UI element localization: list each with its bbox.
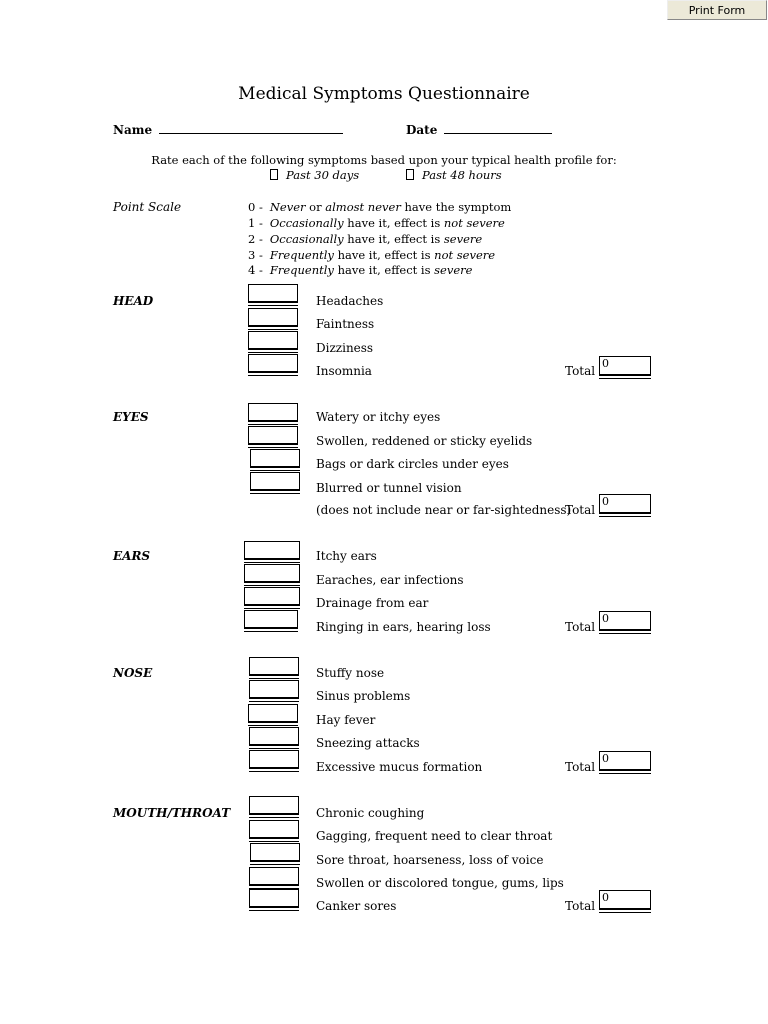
print-form-button[interactable]: Print Form [667,0,767,20]
scale-frequency: Occasionally [269,232,344,246]
name-field[interactable] [159,121,343,134]
rating-box[interactable] [250,449,300,468]
rating-box[interactable] [249,867,299,886]
period-label-48: Past 48 hours [422,168,502,182]
point-scale-row [248,200,511,214]
symptom-label: Sneezing attacks [316,736,420,750]
symptom-label: Swollen or discolored tongue, gums, lips [316,876,564,890]
symptom-label: Insomnia [316,364,372,378]
checkbox-icon[interactable] [406,169,414,180]
rating-box[interactable] [249,657,299,676]
point-scale-row [248,216,505,230]
symptom-label: Sinus problems [316,689,411,703]
date-row [406,121,552,137]
date-label: Date [406,123,438,137]
period-label-30: Past 30 days [286,168,360,182]
section-nose-title: NOSE [113,666,153,680]
page-title: Medical Symptoms Questionnaire [238,84,530,104]
scale-text: have it, effect is [343,232,444,246]
scale-emphasis: not severe [443,216,505,230]
rating-box[interactable] [244,587,300,606]
symptom-label: Chronic coughing [316,806,425,820]
ears-total-field[interactable]: 0 [599,611,651,631]
symptom-label: Stuffy nose [316,666,385,680]
total-label: Total [565,760,596,774]
head-total-field[interactable]: 0 [599,356,651,376]
instruction-text: Rate each of the following symptoms based upon your typical health profile for: [151,153,617,167]
point-scale-row [248,232,482,246]
symptom-label: Watery or itchy eyes [316,410,441,424]
symptom-label: Headaches [316,294,384,308]
rating-box[interactable] [244,564,300,583]
symptom-label: Canker sores [316,899,397,913]
rating-box[interactable] [250,472,300,491]
name-row [113,121,343,137]
symptom-label: Sore throat, hoarseness, loss of voice [316,853,544,867]
rating-box[interactable] [248,308,298,327]
total-label: Total [565,620,596,634]
scale-number: 2 - [248,232,263,246]
rating-box[interactable] [248,403,298,422]
eyes-total-field[interactable]: 0 [599,494,651,514]
symptom-label: Swollen, reddened or sticky eyelids [316,434,533,448]
scale-frequency: Never [269,200,306,214]
rating-box[interactable] [248,704,298,723]
date-field[interactable] [444,121,552,134]
rating-box[interactable] [248,426,298,445]
scale-number: 0 - [248,200,263,214]
section-head-title: HEAD [113,294,154,308]
symptom-label: Drainage from ear [316,596,429,610]
rating-box[interactable] [249,820,299,839]
rating-box[interactable] [249,727,299,746]
scale-number: 4 - [248,263,263,277]
rating-box[interactable] [248,331,298,350]
section-ears-title: EARS [113,549,151,563]
mouth-total-field[interactable]: 0 [599,890,651,910]
scale-frequency: Frequently [269,263,334,277]
symptom-label: Earaches, ear infections [316,573,464,587]
scale-number: 1 - [248,216,263,230]
symptom-note: (does not include near or far-sightedness) [316,503,572,517]
scale-text: have it, effect is [333,263,435,277]
point-scale-label: Point Scale [113,200,182,214]
scale-number: 3 - [248,248,263,262]
checkbox-icon[interactable] [270,169,278,180]
period-option-30[interactable] [270,168,359,182]
symptom-label: Excessive mucus formation [316,760,483,774]
scale-text: have it, effect is [343,216,444,230]
scale-emphasis: severe [443,232,483,246]
rating-box[interactable] [249,680,299,699]
total-label: Total [565,899,596,913]
period-option-48[interactable] [406,168,502,182]
symptom-label: Faintness [316,317,375,331]
scale-emphasis: almost never [325,200,401,214]
scale-emphasis: severe [434,263,473,277]
scale-text: have the symptom [400,200,512,214]
scale-text: have it, effect is [333,248,435,262]
symptom-label: Bags or dark circles under eyes [316,457,509,471]
symptom-label: Dizziness [316,341,374,355]
total-label: Total [565,503,596,517]
scale-frequency: Occasionally [269,216,344,230]
point-scale-row [248,248,495,262]
nose-total-field[interactable]: 0 [599,751,651,771]
rating-box[interactable] [244,610,298,629]
scale-emphasis: not severe [434,248,496,262]
rating-box[interactable] [248,354,298,373]
symptom-label: Ringing in ears, hearing loss [316,620,491,634]
rating-box[interactable] [248,284,298,303]
section-mouth-title: MOUTH/THROAT [113,806,231,820]
rating-box[interactable] [249,796,299,815]
symptom-label: Gagging, frequent need to clear throat [316,829,553,843]
total-label: Total [565,364,596,378]
point-scale-row [248,263,472,277]
symptom-label: Blurred or tunnel vision [316,481,462,495]
rating-box[interactable] [250,843,300,862]
rating-box[interactable] [244,541,300,560]
rating-box[interactable] [249,750,299,769]
scale-text: or [305,200,326,214]
scale-frequency: Frequently [269,248,334,262]
section-eyes-title: EYES [113,410,149,424]
symptom-label: Itchy ears [316,549,377,563]
rating-box[interactable] [249,889,299,908]
name-label: Name [113,123,153,137]
symptom-label: Hay fever [316,713,376,727]
